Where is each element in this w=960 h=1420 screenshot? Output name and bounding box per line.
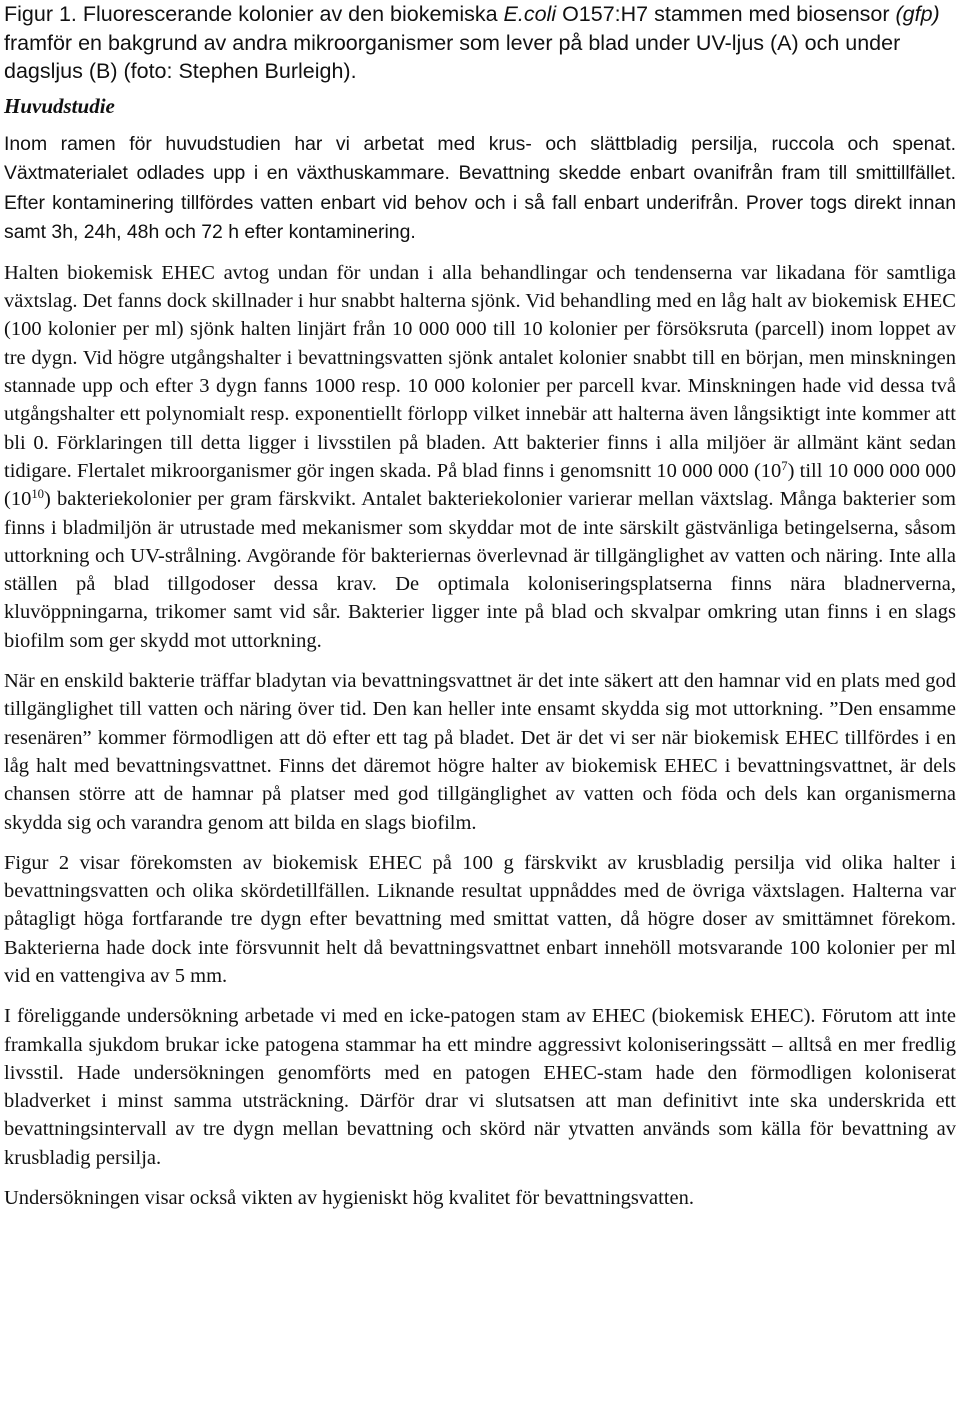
paragraph-results: [4, 259, 956, 655]
document-page: [4, 0, 956, 1224]
superscript-exponent-7: 7: [781, 458, 788, 473]
paragraph-figure-2: Figur 2 visar förekomsten av biokemisk EHEC på 100 g färskvikt av krusbladig persilja vid olika halter i bevattningsvatten och olika skördetillfällen. Liknande resultat uppnåddes med de övriga växtslagen. Halterna var påtagligt höga fortfarande tre dygn efter bevattning med smittat vatten, då högre doser av smittämnet förekom. Bakterierna hade dock inte försvunnit helt då bevattningsvattnet enbart innehöll motsvarande 100 kolonier per ml vid en vattengiva av 5 mm.: [4, 851, 956, 987]
caption-gfp: (gfp): [895, 2, 940, 26]
caption-rest: framför en bakgrund av andra mikroorganismer som lever på blad under UV-ljus (A) och under dagsljus (B) (foto: Stephen Burleigh).: [4, 30, 901, 83]
caption-strain: O157:H7 stammen med biosensor: [556, 2, 896, 26]
results-text-b: ) till 10 000 000 000 (10: [4, 459, 957, 511]
paragraph-final: Undersökningen visar också vikten av hygieniskt hög kvalitet för bevattningsvatten.: [4, 1187, 695, 1210]
results-text-a: Halten biokemisk EHEC avtog undan för undan i alla behandlingar och tendenserna var likadana för samtliga växtslag. Det fanns dock skillnader i hur snabbt halterna sjönk. Vid behandling med en låg halt av biokemisk EHEC (100 kolonier per ml) sjönk halten linjärt från 10 000 000 till 10 kolonier per försöksruta (parcell) inom loppet av tre dygn. Vid högre utgångshalter i bevattningsvatten sjönk antalet kolonier snabbt till en början, men minskningen stannade upp och efter 3 dygn fanns 1000 resp. 10 000 kolonier per parcell kvar. Minskningen hade vid dessa två utgångshalter ett polynomialt resp. exponentiellt förlopp vilket innebär att halterna även långsiktigt inte kommer att bli 0. Förklaringen till detta ligger i livsstilen på bladen. Att bakterier finns i alla miljöer är allmänt känt sedan tidigare. Flertalet mikroorganismer gör ingen skada. På blad finns i genomsnitt 10 000 000 (10: [4, 261, 956, 482]
superscript-exponent-10: 10: [31, 487, 45, 502]
results-text-c: ) bakteriekolonier per gram färskvikt. Antalet bakteriekolonier varierar mellan växtslag. Många bakterier som finns i bladmiljön är utrustade med mekanismer som skyddar mot de inte särskilt gästvänliga betingelserna, såsom uttorkning och UV-strålning. Avgörande för bakteriernas överlevnad är tillgänglighet av vatten och näring. Inte alla ställen på blad tillgodoser dessa krav. De optimala koloniseringsplatserna finns nära bladnerverna, kluvöppningarna, trikomer samt vid sår. Bakterier ligger inte på blad och skvalpar omkring utan finns i en slags biofilm som ger skydd mot uttorkning.: [4, 488, 956, 652]
figure-caption: [4, 0, 956, 86]
paragraph-conclusion: I föreliggande undersökning arbetade vi med en icke-patogen stam av EHEC (biokemisk EHEC). Förutom att inte framkalla sjukdom brukar icke patogena stammar ha ett mindre aggressivt koloniseringssätt – alltså en mer fredlig livsstil. Hade undersökningen genomförts med en patogen EHEC-stam hade den förmodligen koloniserat bladverket i minst samma utsträckning. Därför drar vi slutsatsen att man definitivt inte ska underskrida ett bevattningsintervall av tre dygn mellan bevattning och skörd när ytvatten används som källa för bevattning av krusbladig persilja.: [4, 1005, 956, 1169]
section-heading: Huvudstudie: [4, 93, 115, 118]
paragraph-methods: Inom ramen för huvudstudien har vi arbetat med krus- och slättbladig persilja, ruccola och spenat. Växtmaterialet odlades upp i en växthuskammare. Bevattning skedde enbart ovanifrån fram till smittillfället. Efter kontaminering tillfördes vatten enbart vid behov och i så fall enbart underifrån. Prover togs direkt innan samt 3h, 24h, 48h och 72 h efter kontaminering.: [4, 132, 956, 244]
paragraph-single-bacterium: När en enskild bakterie träffar bladytan via bevattningsvattnet är det inte säkert att den hamnar vid en plats med god tillgänglighet till vatten och näring över tid. Den kan heller inte ensamt skydda sig mot uttorkning. ”Den ensamme resenären” kommer förmodligen att dö efter ett tag på bladet. Det är det vi ser när biokemisk EHEC tillfördes i en låg halt med bevattningsvattnet. Finns det däremot högre halter av biokemisk EHEC i bevattningsvattnet, är dels chansen större att de hamnar på platser med god tillgänglighet av vatten och föda och dels kan organismerna skydda sig och varandra genom att bilda en slags biofilm.: [4, 670, 956, 834]
caption-prefix: Figur 1. Fluorescerande kolonier av den biokemiska: [4, 2, 504, 26]
caption-organism: E.coli: [503, 2, 557, 26]
